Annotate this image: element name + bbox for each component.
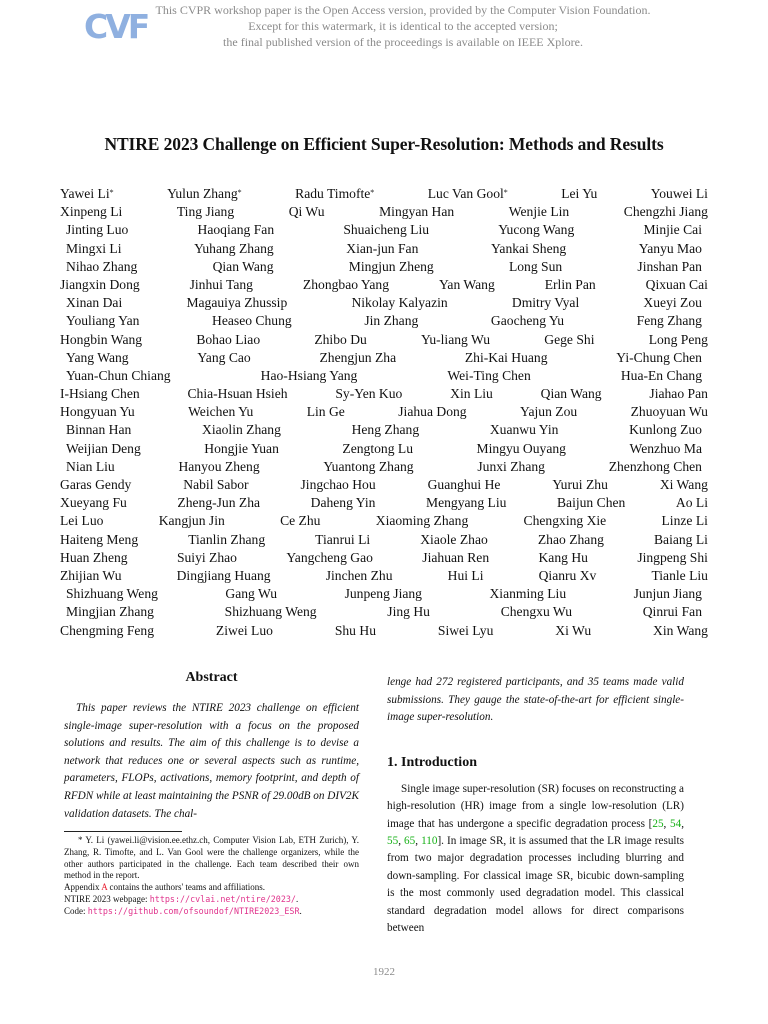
author-name: Jingchao Hou [300,477,376,492]
author-name: Chia-Hsuan Hsieh [187,386,288,402]
author-name: Magauiya Zhussip [186,295,288,311]
author-row [60,567,708,585]
footnote [64,835,359,918]
author-row [60,349,708,367]
author-name: Zhao Zhang [537,531,604,547]
author-name: Yankai Sheng [490,240,567,256]
abstract-text: This paper reviews the NTIRE 2023 challenge on efficient single-image super-resolution with a focus on the proposed solutions and results. The aim of this challenge is to devise a network that reduces one or several aspects such as runtime, parameters, FLOPs, activations, memory footprint, and depth of RFDN while at least maintaining the PSNR of 29.00dB on DIV2K validation datasets. The chal- [64,702,359,820]
abstract-heading: Abstract [185,670,238,685]
author-name: Qixuan Cai [645,276,708,292]
author-name: Yi-Chung Chen [616,349,702,365]
right-column [387,674,684,937]
footnote-appendix: Appendix A contains the authors' teams and affiliations. [64,882,265,893]
author-name: Xueyi Zou [643,295,702,311]
code-link[interactable]: https://github.com/ofsoundof/NTIRE2023_ESR [87,905,300,916]
author-name: Gege Shi [544,331,595,347]
introduction-text: Single image super-resolution (SR) focuses on reconstructing a high-resolution (HR) image from a single low-resolution (LR) image that has undergone a specific degradation process [25, 54, 55, 65, 110]. In image SR, it is assumed that the LR image results from two major degradation processes including blurring and down-sampling. For classical image SR, bicubic down-sampling is the most commonly used degradation model. This classical standard degradation model allows for direct comparisons between [387,782,685,935]
author-name: Xiaolin Zhang [202,422,281,438]
author-row [60,603,708,621]
author-name: Lin Ge [306,404,345,420]
author-name: Jinhui Tang [189,276,253,292]
author-name: Yu-liang Wu [421,331,491,347]
author-name: Yanyu Mao [638,240,702,256]
author-name: Youwei Li [650,186,708,201]
footnote-organizers: * Y. Li (yawei.li@vision.ee.ethz.ch, Computer Vision Lab, ETH Zurich), Y. Zhang, R. Timofte, and L. Van Gool were the challenge organizers, while the other authors participated in the challenge. Each team described their own method in the report. [64,835,359,881]
author-name: Zengtong Lu [342,440,413,456]
paper-title: NTIRE 2023 Challenge on Efficient Super-Resolution: Methods and Results [104,134,664,154]
appendix-link[interactable]: A [101,882,108,893]
cvf-logo [84,6,148,46]
author-row [60,203,708,221]
author-name: Jinting Luo [66,222,129,238]
svg-text:CVF: CVF [84,7,148,46]
author-name: Xiaole Zhao [420,531,488,547]
author-name: Shizhuang Weng [66,586,158,602]
abstract-continuation: lenge had 272 registered participants, and 35 teams made valid submissions. They gauge the state-of-the-art for efficient single-image super-resolution. [387,676,684,724]
author-name: Wenjie Lin [508,204,570,220]
author-name: Hui Li [447,567,484,583]
author-name: Ce Zhu [280,513,321,529]
author-name: Xian-jun Fan [346,240,419,256]
footnote-code: Code: https://github.com/ofsoundof/NTIRE2023_ESR. [64,905,302,916]
author-name: Feng Zhang [636,313,702,329]
author-name: Weichen Yu [188,404,254,420]
author-name: Hua-En Chang [620,367,702,383]
author-name: Guanghui He [427,477,501,492]
author-name: Daheng Yin [310,495,376,511]
author-row [60,258,708,276]
author-name: Nikolay Kalyazin [351,295,448,311]
author-name: Yulun Zhang* [167,186,242,201]
citation-link[interactable]: 54 [670,817,682,830]
author-name: Mingyu Ouyang [476,440,566,456]
citation-refs: 25, 54, 55, 65, 110 [387,817,684,847]
author-name: Hanyou Zheng [178,458,260,474]
author-row [60,367,708,385]
author-name: Huan Zheng [60,549,128,565]
author-name: Mingyan Han [379,204,455,220]
author-name: Sy-Yen Kuo [335,386,403,402]
webpage-link[interactable]: https://cvlai.net/ntire/2023/ [149,893,296,904]
author-row [60,549,708,567]
author-name: Lei Yu [561,186,598,201]
author-name: Yurui Zhu [552,477,608,492]
left-column [64,670,359,823]
author-name: Jiahua Dong [398,404,467,420]
author-name: Zhongbao Yang [302,276,390,292]
author-name: Siwei Lyu [437,622,494,638]
author-name: Zheng-Jun Zha [177,495,261,511]
author-name: Wei-Ting Chen [447,367,531,383]
author-name: Bohao Liao [196,331,261,347]
author-name: Dmitry Vyal [511,295,580,311]
author-name: Mengyang Liu [426,495,507,511]
author-list [60,185,708,640]
author-name: Zhi-Kai Huang [464,349,548,365]
introduction-heading: 1. Introduction [387,754,477,770]
author-name: Long Sun [508,258,563,274]
author-name: Shizhuang Weng [224,604,317,620]
author-name: Jing Hu [387,604,430,620]
author-name: Xiaoming Zhang [375,513,469,529]
author-name: Yawei Li* [60,186,114,201]
author-name: Zhijian Wu [60,567,122,583]
author-name: Haiteng Meng [60,531,139,547]
author-name: Junxi Zhang [477,458,545,474]
author-name: Lei Luo [60,513,104,529]
author-name: Jin Zhang [364,313,419,329]
author-name: Long Peng [648,331,708,347]
author-name: Jiahao Pan [649,386,708,402]
author-row [60,494,708,512]
author-name: Jinshan Pan [637,258,702,274]
author-name: Tianrui Li [315,531,371,547]
watermark-line-2: Except for this watermark, it is identical to the accepted version; [248,19,558,33]
author-row [60,476,708,494]
author-row [60,458,708,476]
author-row [60,421,708,439]
author-name: Wenzhuo Ma [629,440,702,456]
author-name: Yangcheng Gao [286,549,373,565]
author-row [60,403,708,421]
author-name: Zhibo Du [314,331,367,347]
author-name: Nihao Zhang [66,258,138,274]
author-name: Qian Wang [212,258,274,274]
author-name: Minjie Cai [643,222,702,238]
author-name: Kang Hu [538,549,588,565]
citation-link[interactable]: 55 [387,835,399,847]
author-name: Chengzhi Jiang [623,204,708,220]
author-name: Nabil Sabor [183,477,249,492]
footnote-rule [64,831,182,832]
author-name: Haoqiang Fan [197,222,275,238]
author-row [60,585,708,603]
author-name: Hongjie Yuan [204,440,279,456]
author-row [60,440,708,458]
author-name: Zhuoyuan Wu [630,404,708,420]
citation-link[interactable]: 25 [652,817,664,830]
author-name: Xi Wu [555,622,592,638]
author-name: I-Hsiang Chen [60,386,140,402]
author-name: Binnan Han [66,422,132,438]
author-name: Kangjun Jin [158,513,225,529]
author-name: Weijian Deng [66,440,141,456]
author-name: Tianlin Zhang [188,531,266,547]
author-name: Yang Cao [197,349,251,365]
author-name: Qinrui Fan [642,604,702,620]
author-name: Kunlong Zuo [629,422,702,438]
author-name: Yang Wang [66,349,129,365]
author-name: Jiangxin Dong [60,276,140,292]
author-name: Chengming Feng [60,622,155,638]
author-name: Xinpeng Li [60,204,123,220]
author-name: Suiyi Zhao [176,549,237,565]
author-name: Shuaicheng Liu [343,222,430,238]
author-name: Heaseo Chung [212,313,292,329]
author-name: Yan Wang [438,276,495,292]
author-name: Youliang Yan [66,313,140,329]
author-row [60,294,708,312]
author-name: Junpeng Jiang [344,586,422,602]
author-name: Qianru Xv [538,567,597,583]
author-name: Radu Timofte* [295,186,375,201]
author-name: Erlin Pan [544,276,596,292]
citation-link[interactable]: 110 [421,835,438,847]
author-name: Xi Wang [659,477,708,492]
author-row [60,385,708,403]
author-name: Yuhang Zhang [194,240,274,256]
author-name: Shu Hu [334,622,376,638]
author-name: Ting Jiang [176,204,235,220]
author-name: Luc Van Gool* [427,186,508,201]
author-name: Nian Liu [66,458,115,474]
author-name: Jiahuan Ren [422,549,490,565]
author-name: Jingpeng Shi [637,549,708,565]
author-row [60,240,708,258]
author-name: Hao-Hsiang Yang [260,367,358,383]
author-name: Tianle Liu [651,567,708,583]
author-name: Yucong Wang [498,222,575,238]
author-name: Jinchen Zhu [325,567,393,583]
author-name: Xuanwu Yin [489,422,559,438]
author-name: Xueyang Fu [60,495,127,511]
citation-link[interactable]: 65 [404,835,416,847]
author-name: Qi Wu [288,204,325,220]
watermark [150,2,656,50]
author-name: Zhengjun Zha [319,349,397,365]
author-row [60,276,708,294]
author-name: Qian Wang [540,386,602,402]
author-name: Linze Li [661,513,708,529]
author-name: Dingjiang Huang [176,567,271,583]
author-row [60,312,708,330]
author-name: Yajun Zou [520,404,578,420]
author-name: Baiang Li [653,531,708,547]
author-row [60,331,708,349]
author-name: Xianming Liu [489,586,567,602]
author-name: Gaocheng Yu [490,313,565,329]
author-name: Yuan-Chun Chiang [66,367,171,383]
watermark-line-3: the final published version of the proceedings is available on IEEE Xplore. [223,35,583,49]
page-number: 1922 [373,966,395,978]
footnote-webpage: NTIRE 2023 webpage: https://cvlai.net/ntire/2023/. [64,893,299,904]
author-row [60,531,708,549]
author-name: Chengxu Wu [500,604,573,620]
author-name: Hongbin Wang [60,331,143,347]
author-name: Mingjian Zhang [66,604,154,620]
author-name: Chengxing Xie [523,513,607,529]
author-name: Xinan Dai [66,295,123,311]
author-name: Xin Wang [653,622,708,638]
author-name: Garas Gendy [60,477,132,492]
author-name: Heng Zhang [351,422,420,438]
author-row [60,512,708,530]
author-row [60,185,708,203]
author-name: Xin Liu [450,386,493,402]
author-name: Ao Li [675,495,708,511]
author-name: Junjun Jiang [633,586,702,602]
author-name: Baijun Chen [556,495,626,511]
author-name: Yuantong Zhang [323,458,414,474]
author-name: Zhenzhong Chen [608,458,702,474]
author-row [60,622,708,640]
author-name: Mingxi Li [66,240,122,256]
author-name: Hongyuan Yu [60,404,135,420]
author-name: Gang Wu [225,586,278,602]
author-row [60,221,708,239]
watermark-line-1: This CVPR workshop paper is the Open Access version, provided by the Computer Vision Foundation. [155,3,651,17]
author-name: Ziwei Luo [215,622,273,638]
author-name: Mingjun Zheng [348,258,434,274]
